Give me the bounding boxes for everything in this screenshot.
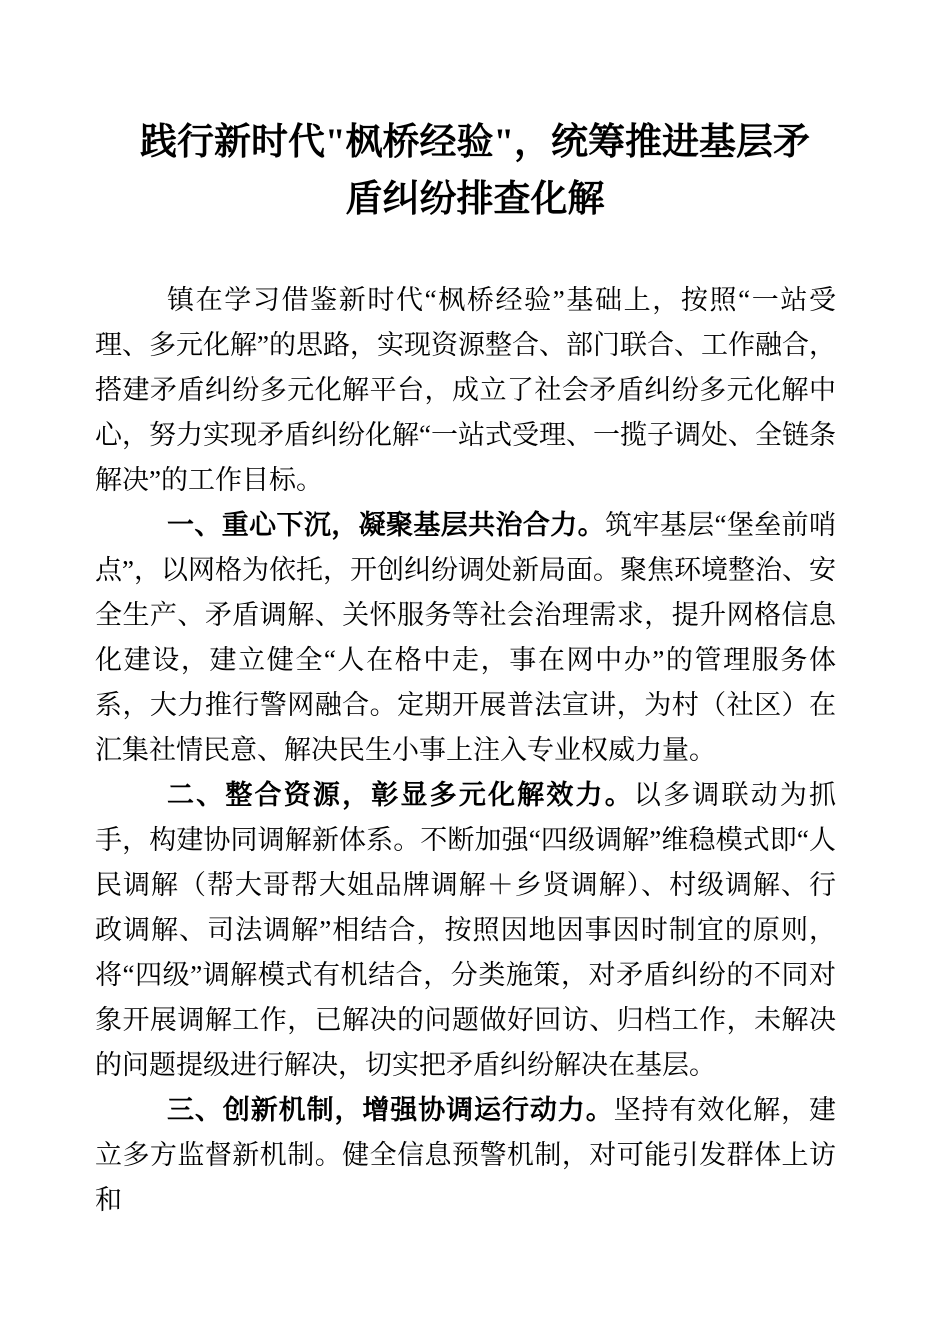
document-title: 践行新时代"枫桥经验"，统筹推进基层矛盾纠纷排查化解 — [139, 122, 811, 220]
paragraph — [95, 1088, 836, 1223]
paragraph-text: 坚持有效化解，建立多方监督新机制。健全信息预警机制，对可能引发群体上访和 — [95, 1095, 837, 1215]
paragraph-text: 镇在学习借鉴新时代“枫桥经验”基础上，按照“一站受理、多元化解”的思路，实现资源整合、部门联合、工作融合，搭建矛盾纠纷多元化解平台，成立了社会矛盾纠纷多元化解中心，努力实现矛盾纠纷化解“一站式受理、一揽子调处、全链条解决”的工作目标。 — [95, 285, 836, 495]
section-heading: 三、创新机制，增强协调运行动力。 — [167, 1095, 614, 1125]
section-heading: 一、重心下沉，凝聚基层共治合力。 — [167, 510, 606, 540]
paragraph — [95, 503, 836, 773]
document-body — [95, 278, 836, 1223]
section-heading: 二、整合资源，彰显多元化解效力。 — [167, 780, 634, 810]
paragraph-text: 筑牢基层“堡垒前哨点”，以网格为依托，开创纠纷调处新局面。聚焦环境整治、安全生产、矛盾调解、关怀服务等社会治理需求，提升网格信息化建设，建立健全“人在格中走，事在网中办”的管理服务体系，大力推行警网融合。定期开展普法宣讲，为村（社区）在汇集社情民意、解决民生小事上注入专业权威力量。 — [95, 510, 837, 765]
paragraph — [95, 773, 836, 1088]
paragraph — [95, 278, 836, 503]
paragraph-text: 以多调联动为抓手，构建协同调解新体系。不断加强“四级调解”维稳模式即“人民调解（帮大哥帮大姐品牌调解＋乡贤调解）、村级调解、行政调解、司法调解”相结合，按照因地因事因时制宜的原则，将“四级”调解模式有机结合，分类施策，对矛盾纠纷的不同对象开展调解工作，已解决的问题做好回访、归档工作，未解决的问题提级进行解决，切实把矛盾纠纷解决在基层。 — [95, 780, 837, 1080]
